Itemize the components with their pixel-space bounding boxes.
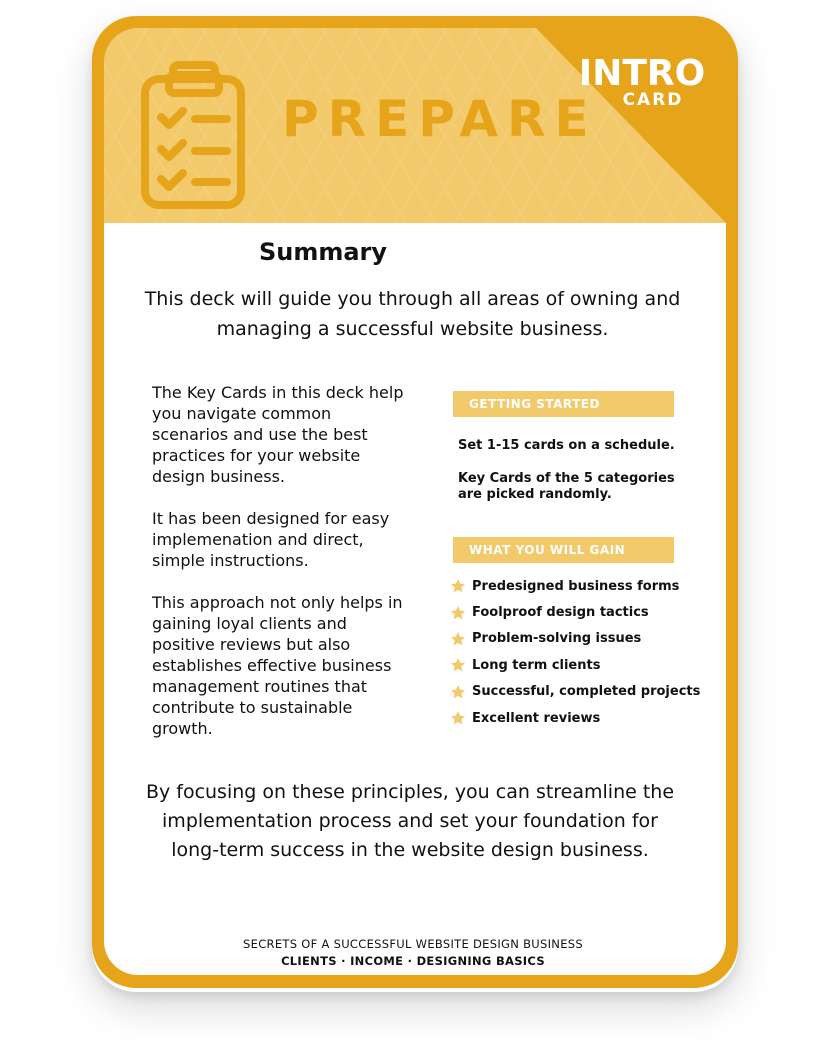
list-item [450,652,720,678]
getting-started-label: GETTING STARTED [453,391,674,417]
list-item [450,573,720,599]
list-item [450,679,720,705]
star-icon [450,684,466,700]
getting-started-line2: Key Cards of the 5 categories are picked randomly. [458,471,675,502]
star-icon [450,631,466,647]
gain-item-label: Foolproof design tactics [472,605,649,621]
closing-paragraph: By focusing on these principles, you can streamline the implementation process and set your foundation for long-term success in the website design business. [145,781,675,861]
card-header [104,28,726,223]
summary-title: Summary [258,238,388,266]
summary-subtitle: This deck will guide you through all areas of owning and managing a successful website business. [144,288,681,340]
gain-item-label: Excellent reviews [472,710,601,726]
page-title: PREPARE [282,90,598,148]
clipboard-checklist-icon [139,61,249,211]
description-column [152,382,412,760]
gain-list [450,573,720,731]
gain-label: WHAT YOU WILL GAIN [453,537,674,563]
description-paragraph: The Key Cards in this deck help you navigate common scenarios and use the best practices for your website design business. [152,383,404,486]
description-paragraph: This approach not only helps in gaining loyal clients and positive reviews but also establishes effective business management routines that contribute to sustainable growth. [152,593,403,738]
star-icon [450,578,466,594]
gain-item-label: Predesigned business forms [472,578,680,594]
list-item [450,705,720,731]
gain-item-label: Successful, completed projects [472,684,701,700]
footer-title: SECRETS OF A SUCCESSFUL WEBSITE DESIGN BUSINESS [243,937,583,951]
star-icon [450,710,466,726]
star-icon [450,657,466,673]
getting-started-line1: Set 1-15 cards on a schedule. [458,438,675,453]
badge-line2: CARD [622,90,684,110]
gain-item-label: Problem-solving issues [472,631,642,647]
gain-item-label: Long term clients [472,657,601,673]
list-item [450,599,720,625]
badge-line1: INTRO [578,53,706,94]
star-icon [450,605,466,621]
description-paragraph: It has been designed for easy implemenation and direct, simple instructions. [152,509,390,570]
footer-subtitle: CLIENTS · INCOME · DESIGNING BASICS [281,954,545,968]
list-item [450,626,720,652]
